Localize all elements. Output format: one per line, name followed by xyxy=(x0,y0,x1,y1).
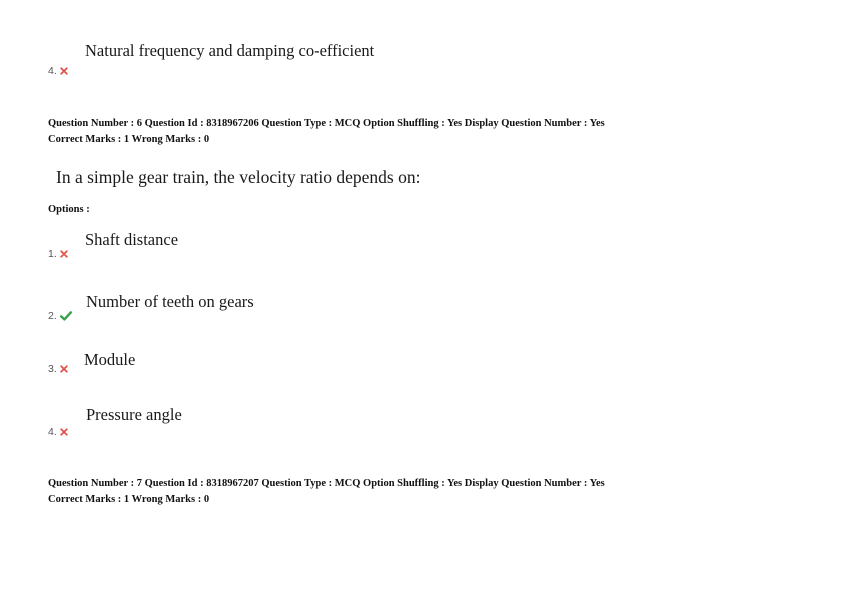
q6-option-3-text: Module xyxy=(84,350,136,369)
cross-icon xyxy=(60,428,68,436)
q6-option-1-text: Shaft distance xyxy=(85,230,179,249)
option-number-label: 4. xyxy=(48,426,57,438)
q6-option-2-number xyxy=(48,310,72,322)
q6-question-text: In a simple gear train, the velocity ratio depends on: xyxy=(56,167,421,187)
q7-meta-line1: Question Number : 7 Question Id : 8318967207 Question Type : MCQ Option Shuffling : Yes Display Question Number : Yes xyxy=(48,478,605,489)
q6-option-3-number xyxy=(48,363,68,375)
prev-option-text: Natural frequency and damping co-efficient xyxy=(85,41,375,60)
q6-options-label: Options : xyxy=(48,204,90,215)
q7-meta-line2: Correct Marks : 1 Wrong Marks : 0 xyxy=(48,494,210,505)
q6-option-2-text: Number of teeth on gears xyxy=(86,292,254,311)
check-icon xyxy=(60,311,72,321)
q6-meta-line1: Question Number : 6 Question Id : 8318967206 Question Type : MCQ Option Shuffling : Yes Display Question Number : Yes xyxy=(48,118,605,129)
q6-option-1-number xyxy=(48,248,68,260)
q6-option-4-number xyxy=(48,426,68,438)
cross-icon xyxy=(60,365,68,373)
cross-icon xyxy=(60,67,68,75)
option-number-label: 1. xyxy=(48,248,57,260)
q6-option-4-text: Pressure angle xyxy=(86,405,182,424)
option-number-label: 4. xyxy=(48,65,57,77)
prev-option-number xyxy=(48,65,68,77)
cross-icon xyxy=(60,250,68,258)
q6-meta-line2: Correct Marks : 1 Wrong Marks : 0 xyxy=(48,134,210,145)
option-number-label: 2. xyxy=(48,310,57,322)
option-number-label: 3. xyxy=(48,363,57,375)
